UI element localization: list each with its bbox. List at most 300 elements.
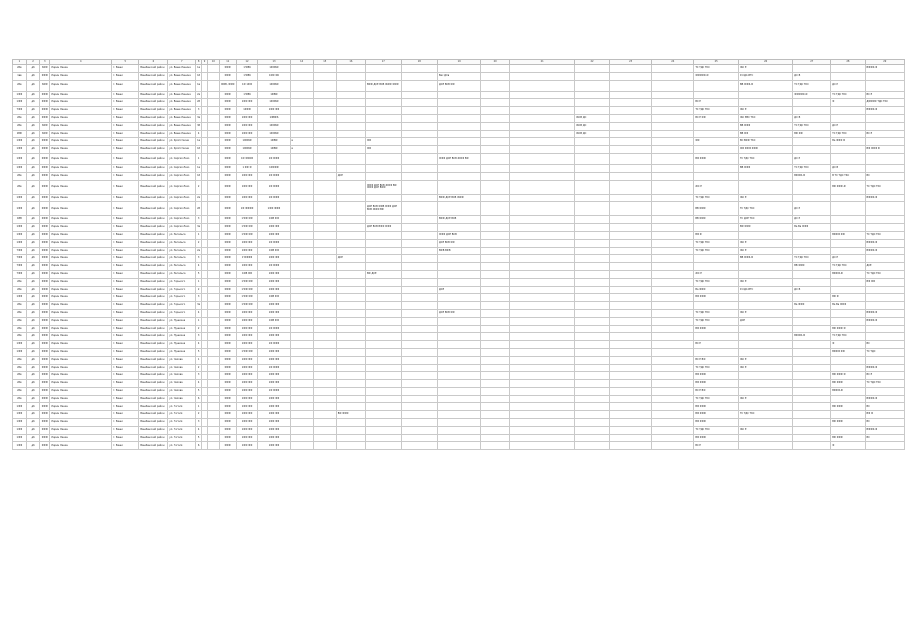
- table-cell: [694, 348, 739, 356]
- column-header: 15: [313, 60, 336, 65]
- table-cell: 2: [196, 286, 202, 294]
- table-cell: ФФФ: [40, 294, 50, 302]
- table-cell: ФФФ: [219, 356, 236, 364]
- table-cell: [438, 172, 481, 180]
- table-cell: [610, 65, 652, 73]
- table-cell: ВФ ФФФ: [694, 294, 739, 302]
- table-cell: [336, 426, 365, 434]
- table-cell: ул. Гоголя: [168, 442, 196, 450]
- table-cell: [793, 380, 831, 388]
- table-cell: [831, 411, 865, 419]
- table-cell: 1ФФ: [13, 341, 27, 349]
- table-cell: ВФ ФФ: [865, 278, 905, 286]
- table-cell: 3: [196, 107, 202, 115]
- table-cell: [313, 372, 336, 380]
- table-cell: д6: [26, 231, 40, 239]
- table-cell: ВС Е ВФ: [694, 387, 739, 395]
- column-header: 6: [139, 60, 168, 65]
- table-cell: г. Ваши: [112, 356, 139, 364]
- table-cell: [336, 247, 365, 255]
- table-cell: [481, 202, 510, 216]
- table-cell: 1ФФ: [13, 434, 27, 442]
- table-cell: [738, 372, 792, 380]
- table-cell: [336, 434, 365, 442]
- table-cell: ВВ ФФФ: [694, 216, 739, 224]
- table-cell: ФФФ: [219, 194, 236, 202]
- table-cell: Ларин Ленин: [50, 325, 112, 333]
- table-cell: Ларин Ленин: [50, 411, 112, 419]
- table-cell: [793, 231, 831, 239]
- table-cell: ВФФ ДСЕ ВСВ: [438, 216, 481, 224]
- table-cell: [510, 99, 575, 107]
- table-cell: г. Ваши: [112, 194, 139, 202]
- table-cell: ФФФ: [40, 270, 50, 278]
- table-row: [13, 194, 905, 202]
- column-header: 4: [50, 60, 112, 65]
- table-cell: [481, 180, 510, 194]
- table-cell: [575, 387, 610, 395]
- table-cell: ФФФ: [40, 180, 50, 194]
- table-cell: ЖС Е: [738, 395, 792, 403]
- table-cell: [481, 146, 510, 154]
- table-cell: ФФФ: [219, 317, 236, 325]
- table-cell: [575, 356, 610, 364]
- table-cell: [336, 72, 365, 80]
- table-row: [13, 263, 905, 271]
- table-cell: Ларин Ленин: [50, 263, 112, 271]
- table-cell: ФФФ: [40, 247, 50, 255]
- table-cell: [652, 270, 694, 278]
- table-cell: ФФФФФ-Ф: [694, 72, 739, 80]
- table-cell: [313, 309, 336, 317]
- table-cell: 1ФФ ФФ: [236, 341, 258, 349]
- table-cell: [652, 99, 694, 107]
- table-cell: [694, 255, 739, 263]
- table-cell: ФФФ: [40, 231, 50, 239]
- table-cell: ЖСВ ДС: [575, 122, 610, 130]
- table-cell: г. Ваши: [112, 317, 139, 325]
- table-cell: [575, 302, 610, 310]
- table-cell: ФФФ: [219, 434, 236, 442]
- table-cell: [208, 403, 220, 411]
- table-cell: г. Ваши: [112, 387, 139, 395]
- table-cell: [438, 202, 481, 216]
- table-cell: [652, 364, 694, 372]
- column-header: 22: [575, 60, 610, 65]
- table-cell: [481, 239, 510, 247]
- table-cell: [401, 270, 437, 278]
- table-cell: [738, 387, 792, 395]
- table-cell: [401, 403, 437, 411]
- table-cell: [510, 202, 575, 216]
- column-header: 14: [290, 60, 313, 65]
- table-cell: ФФФ: [219, 164, 236, 172]
- table-cell: [208, 65, 220, 73]
- table-cell: [575, 180, 610, 194]
- table-cell: [401, 278, 437, 286]
- table-cell: [481, 325, 510, 333]
- table-cell: [290, 302, 313, 310]
- table-cell: ул. Сергея Лазо: [168, 153, 196, 164]
- table-cell: [438, 224, 481, 232]
- table-row: [13, 286, 905, 294]
- table-cell: [313, 80, 336, 91]
- table-cell: ВВ ФФФ-Ф: [738, 255, 792, 263]
- table-cell: Вашбанский район: [139, 426, 168, 434]
- table-cell: [575, 411, 610, 419]
- table-cell: ФФФ: [40, 380, 50, 388]
- table-cell: [401, 387, 437, 395]
- table-cell: 1ФФ ФФ: [258, 107, 290, 115]
- table-cell: Вашбанский район: [139, 286, 168, 294]
- table-cell: [652, 309, 694, 317]
- table-cell: [438, 302, 481, 310]
- table-cell: ЖС Е: [738, 278, 792, 286]
- table-cell: ВФ ФФФ: [694, 411, 739, 419]
- table-cell: Ларин Ленин: [50, 247, 112, 255]
- table-cell: [575, 80, 610, 91]
- table-row: [13, 309, 905, 317]
- table-cell: д6: [26, 395, 40, 403]
- table-cell: Вашбанский район: [139, 194, 168, 202]
- table-cell: [336, 239, 365, 247]
- table-cell: [831, 65, 865, 73]
- table-cell: [575, 146, 610, 154]
- table-cell: [865, 153, 905, 164]
- table-cell: [313, 294, 336, 302]
- table-cell: д6: [26, 146, 40, 154]
- table-cell: [438, 294, 481, 302]
- table-cell: [481, 387, 510, 395]
- table-cell: г. Ваши: [112, 130, 139, 138]
- table-cell: Ларин Ленин: [50, 146, 112, 154]
- table-cell: 2: [196, 239, 202, 247]
- column-header: 26: [738, 60, 792, 65]
- table-cell: 1ФФ: [13, 146, 27, 154]
- table-cell: [738, 263, 792, 271]
- table-cell: [313, 72, 336, 80]
- table-cell: [738, 419, 792, 427]
- table-cell: 1ФФ: [13, 202, 27, 216]
- table-cell: 1ФФ: [13, 138, 27, 146]
- table-cell: [610, 180, 652, 194]
- table-cell: Ларин Ленин: [50, 99, 112, 107]
- table-cell: ТС ТДС ТКС: [694, 395, 739, 403]
- table-cell: [575, 224, 610, 232]
- table-cell: [793, 309, 831, 317]
- table-cell: Ларин Ленин: [50, 348, 112, 356]
- table-cell: [208, 364, 220, 372]
- table-cell: ул. Энгельса: [168, 231, 196, 239]
- table-cell: [290, 239, 313, 247]
- table-cell: ул. Чехова: [168, 395, 196, 403]
- table-cell: 1ФФ ФФ: [236, 239, 258, 247]
- table-cell: Вашбанский район: [139, 278, 168, 286]
- table-row: [13, 348, 905, 356]
- table-cell: ДС Р: [793, 202, 831, 216]
- column-header: 24: [652, 60, 694, 65]
- table-cell: ВФ ФФФ: [831, 434, 865, 442]
- table-cell: 1ФФ ФФ: [258, 442, 290, 450]
- table-cell: 1ФФ ФФ: [236, 356, 258, 364]
- table-cell: ТС ТДС ТКС: [694, 194, 739, 202]
- table-cell: 1Ф ФФФ: [258, 364, 290, 372]
- table-cell: [401, 356, 437, 364]
- table-cell: [290, 442, 313, 450]
- table-cell: [208, 72, 220, 80]
- table-cell: ВС Е: [694, 99, 739, 107]
- table-cell: [438, 419, 481, 427]
- table-cell: 1ФФ ФФ: [236, 130, 258, 138]
- table-cell: Ларин Ленин: [50, 442, 112, 450]
- table-cell: [438, 107, 481, 115]
- table-cell: [336, 164, 365, 172]
- table-cell: В ТС ТДС ТКС: [831, 172, 865, 180]
- table-cell: [438, 380, 481, 388]
- table-cell: Вашбанский район: [139, 442, 168, 450]
- table-cell: ул. Кропоткина: [168, 146, 196, 154]
- table-cell: [290, 202, 313, 216]
- table-cell: [313, 194, 336, 202]
- table-cell: [481, 286, 510, 294]
- table-cell: [510, 302, 575, 310]
- table-cell: [290, 419, 313, 427]
- table-cell: ВВ ФФФ-Ф: [738, 80, 792, 91]
- table-cell: [575, 348, 610, 356]
- table-cell: [575, 333, 610, 341]
- table-cell: [208, 333, 220, 341]
- table-cell: ФФФ: [40, 341, 50, 349]
- table-cell: Вашбанский район: [139, 99, 168, 107]
- table-cell: [401, 286, 437, 294]
- table-cell: 3а: [196, 302, 202, 310]
- table-cell: [652, 164, 694, 172]
- table-cell: [652, 72, 694, 80]
- table-cell: д6: [26, 419, 40, 427]
- table-cell: Ларин Ленин: [50, 372, 112, 380]
- table-cell: [313, 426, 336, 434]
- table-cell: 3а: [196, 114, 202, 122]
- table-cell: ул. Гоголя: [168, 426, 196, 434]
- table-cell: ФФФ: [219, 395, 236, 403]
- table-cell: [336, 278, 365, 286]
- table-cell: 1ФФ: [13, 442, 27, 450]
- table-cell: [510, 180, 575, 194]
- table-cell: ул. Ваше Ленина: [168, 91, 196, 99]
- table-cell: [510, 130, 575, 138]
- table-cell: [694, 146, 739, 154]
- table-cell: [313, 380, 336, 388]
- table-row: [13, 270, 905, 278]
- table-cell: [208, 107, 220, 115]
- table-cell: д6: [26, 434, 40, 442]
- table-cell: [366, 356, 402, 364]
- table-cell: 1Ф ФФФ: [258, 172, 290, 180]
- table-cell: [575, 278, 610, 286]
- table-cell: Вашбанский район: [139, 172, 168, 180]
- table-cell: ул. Чехова: [168, 372, 196, 380]
- table-cell: ул. Энгельса: [168, 239, 196, 247]
- table-cell: ФФФ: [40, 91, 50, 99]
- table-cell: 4: [196, 426, 202, 434]
- table-cell: [510, 255, 575, 263]
- table-cell: [438, 255, 481, 263]
- table-cell: ФФФ: [40, 419, 50, 427]
- table-cell: 1ФФ ФФ: [258, 372, 290, 380]
- table-cell: [510, 309, 575, 317]
- table-cell: [208, 372, 220, 380]
- table-cell: 5: [196, 434, 202, 442]
- table-cell: [313, 164, 336, 172]
- table-cell: д6: [26, 114, 40, 122]
- table-cell: [610, 247, 652, 255]
- table-cell: [290, 426, 313, 434]
- table-cell: ВФ ФФФ: [831, 380, 865, 388]
- table-cell: [290, 403, 313, 411]
- table-cell: [401, 216, 437, 224]
- table-cell: 1ФВФ6: [258, 114, 290, 122]
- table-cell: [336, 419, 365, 427]
- table-cell: г. Ваши: [112, 325, 139, 333]
- table-cell: [366, 153, 402, 164]
- table-cell: ул. Энгельса: [168, 255, 196, 263]
- table-cell: ЖС Е: [738, 247, 792, 255]
- table-cell: 6: [196, 442, 202, 450]
- table-cell: г. Ваши: [112, 224, 139, 232]
- table-cell: 1ФФ ФФ: [258, 333, 290, 341]
- table-cell: Вашбанский район: [139, 91, 168, 99]
- table-cell: [865, 442, 905, 450]
- table-cell: ВФФФ-Ф: [865, 239, 905, 247]
- table-row: [13, 180, 905, 194]
- table-cell: [510, 380, 575, 388]
- table-cell: ФФФ: [219, 372, 236, 380]
- table-cell: [336, 302, 365, 310]
- table-cell: [208, 270, 220, 278]
- table-row: [13, 325, 905, 333]
- table-cell: ВС Е: [865, 91, 905, 99]
- table-cell: ФФФ: [219, 302, 236, 310]
- table-cell: [831, 146, 865, 154]
- table-cell: д6: [26, 333, 40, 341]
- table-cell: д6: [26, 286, 40, 294]
- table-cell: ФФФ: [40, 356, 50, 364]
- table-cell: [738, 91, 792, 99]
- table-cell: ул. Ваше Ленина: [168, 107, 196, 115]
- table-cell: 1'ФФ ФФ: [236, 216, 258, 224]
- table-cell: [481, 302, 510, 310]
- table-cell: [313, 302, 336, 310]
- table-cell: ВС ВФФ ТКС: [738, 138, 792, 146]
- table-cell: [652, 434, 694, 442]
- table-cell: д6: [26, 99, 40, 107]
- table-cell: [652, 419, 694, 427]
- table-cell: [438, 99, 481, 107]
- table-cell: ФФФ: [219, 263, 236, 271]
- table-cell: Вашбанский район: [139, 247, 168, 255]
- table-cell: [652, 114, 694, 122]
- column-header: 7: [168, 60, 196, 65]
- table-cell: [865, 80, 905, 91]
- table-cell: г. Ваши: [112, 364, 139, 372]
- table-cell: [208, 411, 220, 419]
- table-cell: ФФФ: [40, 202, 50, 216]
- table-cell: [313, 411, 336, 419]
- table-cell: 1ФФ ФФ: [236, 434, 258, 442]
- table-cell: ФФФ: [219, 419, 236, 427]
- table-cell: ФФФ: [40, 72, 50, 80]
- table-cell: ФФФ: [40, 107, 50, 115]
- table-cell: [208, 80, 220, 91]
- table-cell: [793, 107, 831, 115]
- table-cell: [208, 356, 220, 364]
- table-cell: [313, 442, 336, 450]
- table-cell: ФФФ: [219, 231, 236, 239]
- table-cell: ВФ Ф: [831, 294, 865, 302]
- table-cell: в: [290, 138, 313, 146]
- table-cell: ВВ ФФФ: [738, 122, 792, 130]
- table-cell: д6: [26, 65, 40, 73]
- table-cell: [366, 194, 402, 202]
- table-cell: [481, 80, 510, 91]
- table-cell: 2б: [196, 202, 202, 216]
- table-cell: 1ФФ ФФ: [258, 403, 290, 411]
- table-cell: Ва Ва ФФФ: [831, 302, 865, 310]
- table-cell: ТС ТДС ТКС: [694, 364, 739, 372]
- table-cell: Вашбанский район: [139, 341, 168, 349]
- table-cell: 5: [196, 387, 202, 395]
- table-cell: ДС Р: [793, 153, 831, 164]
- table-cell: ТС ТДС ТКС: [694, 65, 739, 73]
- table-cell: [610, 403, 652, 411]
- table-cell: 1Ф ФФФ: [258, 180, 290, 194]
- table-cell: [831, 202, 865, 216]
- table-cell: [481, 122, 510, 130]
- table-cell: [336, 270, 365, 278]
- table-cell: д6: [26, 356, 40, 364]
- table-cell: Ва ФФФ Ф: [831, 138, 865, 146]
- table-cell: ул. Сергея Лазо: [168, 172, 196, 180]
- table-cell: [481, 442, 510, 450]
- table-cell: д6: [26, 442, 40, 450]
- table-cell: 4: [196, 380, 202, 388]
- table-cell: [610, 263, 652, 271]
- table-cell: ФФ ФФФ ФФФ: [738, 146, 792, 154]
- table-cell: ул. Сергея Лазо: [168, 202, 196, 216]
- table-cell: [481, 65, 510, 73]
- table-cell: [208, 302, 220, 310]
- table-cell: [290, 194, 313, 202]
- table-cell: [793, 325, 831, 333]
- table-cell: г. Ваши: [112, 309, 139, 317]
- table-cell: 2бв: [13, 356, 27, 364]
- table-cell: 1ФФ ФФ: [236, 99, 258, 107]
- table-cell: д6: [26, 107, 40, 115]
- table-cell: ВФФФ-Ф: [865, 194, 905, 202]
- table-cell: ул. Кропоткина: [168, 138, 196, 146]
- table-cell: [575, 341, 610, 349]
- table-cell: ВС Е: [865, 372, 905, 380]
- table-cell: [401, 122, 437, 130]
- table-cell: [401, 65, 437, 73]
- table-cell: ФФФ: [40, 309, 50, 317]
- table-cell: 2бв: [13, 302, 27, 310]
- table-cell: [313, 202, 336, 216]
- table-cell: Р-СДС-ВТС: [738, 72, 792, 80]
- table-cell: ул. Энгельса: [168, 270, 196, 278]
- table-cell: [208, 99, 220, 107]
- table-cell: ВС Е ФФ: [694, 114, 739, 122]
